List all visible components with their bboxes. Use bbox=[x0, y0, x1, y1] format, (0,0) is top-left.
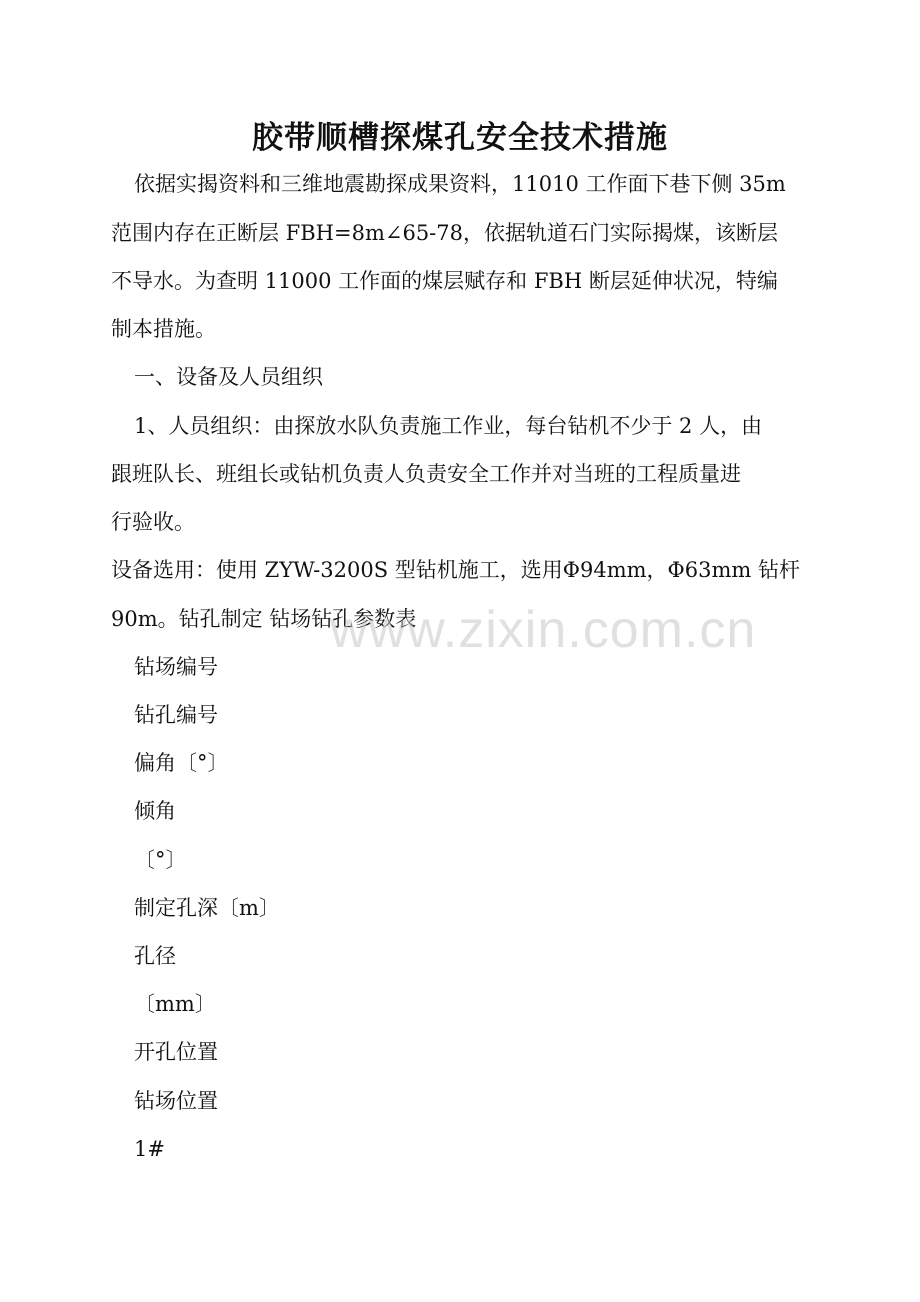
intro-line-2: 范围内存在正断层 FBH=8m∠65-78，依据轨道石门实际揭煤，该断层 bbox=[111, 221, 778, 245]
equipment-line-1: 设备选用：使用 ZYW-3200S 型钻机施工，选用Φ94mm，Φ63mm 钻杆 bbox=[111, 558, 800, 582]
table-field-design-depth: 制定孔深〔m〕 bbox=[134, 896, 280, 920]
table-field-inclination: 倾角 bbox=[134, 799, 176, 823]
table-field-site-position: 钻场位置 bbox=[134, 1089, 218, 1113]
table-field-site-1: 1# bbox=[134, 1137, 165, 1161]
intro-line-4: 制本措施。 bbox=[111, 317, 216, 341]
table-field-collar-position: 开孔位置 bbox=[134, 1040, 218, 1064]
section-heading: 一、设备及人员组织 bbox=[134, 365, 323, 389]
personnel-line-3: 行验收。 bbox=[111, 510, 195, 534]
personnel-line-2: 跟班队长、班组长或钻机负责人负责安全工作并对当班的工程质量进 bbox=[111, 462, 741, 486]
personnel-line-1: 1、人员组织：由探放水队负责施工作业，每台钻机不少于 2 人，由 bbox=[134, 414, 763, 438]
table-field-hole-no: 钻孔编号 bbox=[134, 703, 218, 727]
table-field-drill-site-no: 钻场编号 bbox=[134, 655, 218, 679]
table-field-diameter-unit: 〔mm〕 bbox=[134, 992, 216, 1016]
equipment-line-2: 90m。钻孔制定 钻场钻孔参数表 bbox=[111, 607, 417, 631]
intro-line-1: 依据实揭资料和三维地震勘探成果资料，11010 工作面下巷下侧 35m bbox=[134, 172, 786, 196]
table-field-azimuth: 偏角〔°〕 bbox=[134, 751, 229, 775]
intro-line-3: 不导水。为查明 11000 工作面的煤层赋存和 FBH 断层延伸状况，特编 bbox=[111, 269, 778, 293]
watermark-text: www.zixin.com.cn bbox=[330, 601, 757, 659]
document-title: 胶带顺槽探煤孔安全技术措施 bbox=[252, 120, 668, 156]
table-field-diameter: 孔径 bbox=[134, 944, 176, 968]
table-field-inclination-unit: 〔°〕 bbox=[134, 848, 187, 872]
